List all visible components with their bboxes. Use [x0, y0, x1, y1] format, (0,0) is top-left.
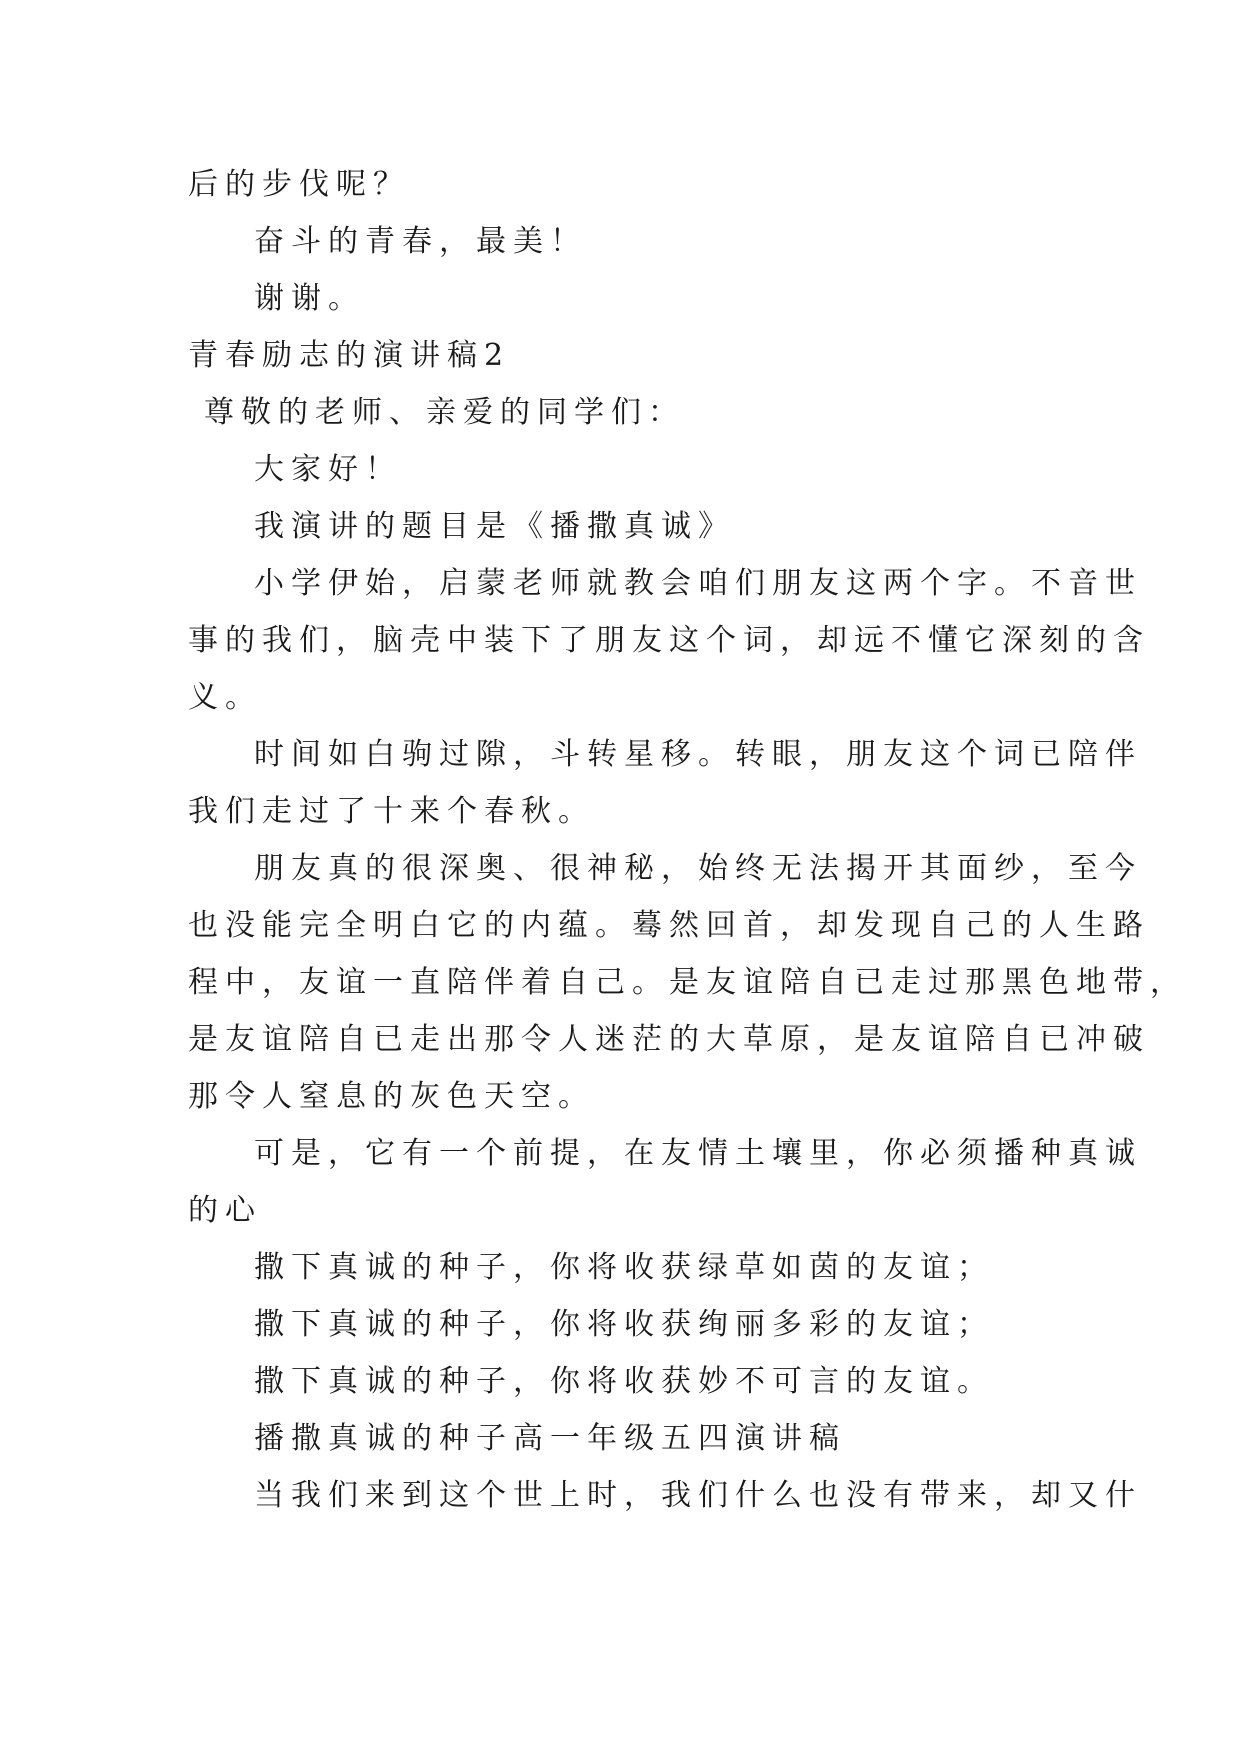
paragraph-line: 那令人窒息的灰色天空。: [188, 1079, 595, 1114]
paragraph-line: 撒下真诚的种子，你将收获绿草如茵的友谊；: [254, 1250, 994, 1285]
paragraph-line: 可是，它有一个前提，在友情土壤里，你必须播种真诚: [254, 1136, 1142, 1171]
section-heading: 青春励志的演讲稿2: [188, 338, 511, 373]
paragraph-line: 撒下真诚的种子，你将收获妙不可言的友谊。: [254, 1364, 994, 1399]
paragraph-line: 事的我们，脑壳中装下了朋友这个词，却远不懂它深刻的含: [188, 623, 1150, 658]
paragraph-line: 撒下真诚的种子，你将收获绚丽多彩的友谊；: [254, 1307, 994, 1342]
paragraph-line: 也没能完全明白它的内蕴。蓦然回首，却发现自己的人生路: [188, 908, 1150, 943]
paragraph-line: 程中，友谊一直陪伴着自己。是友谊陪自已走过那黑色地带，: [188, 965, 1187, 1000]
paragraph-line: 播撒真诚的种子高一年级五四演讲稿: [254, 1421, 846, 1456]
paragraph-line: 朋友真的很深奥、很神秘，始终无法揭开其面纱，至今: [254, 851, 1142, 886]
paragraph-line: 义。: [188, 680, 262, 715]
paragraph-line: 奋斗的青春，最美！: [254, 224, 587, 259]
salutation: 尊敬的老师、亲爱的同学们：: [204, 395, 685, 430]
paragraph-line: 谢谢。: [254, 281, 365, 316]
speech-title-line: 我演讲的题目是《播撒真诚》: [254, 509, 735, 544]
paragraph-line: 的心: [188, 1193, 262, 1228]
paragraph-line: 后的步伐呢？: [188, 167, 410, 202]
paragraph-line: 小学伊始，启蒙老师就教会咱们朋友这两个字。不音世: [254, 566, 1142, 601]
paragraph-line: 我们走过了十来个春秋。: [188, 794, 595, 829]
paragraph-line: 是友谊陪自已走出那令人迷茫的大草原，是友谊陪自已冲破: [188, 1022, 1150, 1057]
paragraph-line: 时间如白驹过隙，斗转星移。转眼，朋友这个词已陪伴: [254, 737, 1142, 772]
greeting: 大家好！: [254, 452, 402, 487]
paragraph-line: 当我们来到这个世上时，我们什么也没有带来，却又什: [254, 1478, 1142, 1513]
